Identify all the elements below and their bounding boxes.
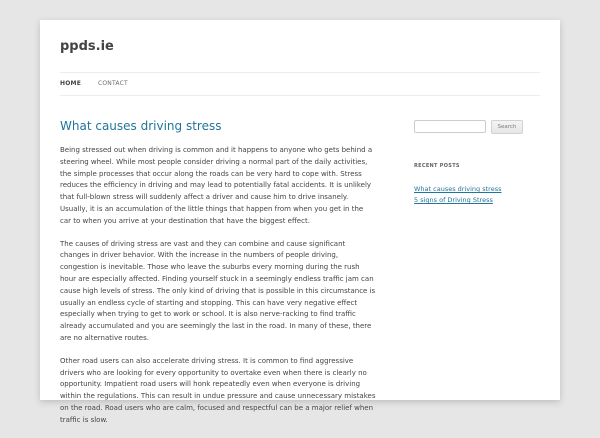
search-input[interactable] (414, 120, 486, 133)
search-button[interactable]: Search (491, 120, 523, 134)
recent-post-link[interactable]: What causes driving stress (414, 185, 502, 193)
post-paragraph-3: Other road users can also accelerate driving stress. It is common to find aggressive drivers who are looking for every opportunity to overtake even when there is clearly no opportunity. Impatient road users will honk repeatedly even when everyone is driving within the regulations. This can result in undue pressure and cause unnecessary mistakes on the road. Road users who are calm, focused and respectful can be a major relief when traffic is slow. (60, 356, 376, 424)
post-paragraph-2: The causes of driving stress are vast and they can combine and cause significant changes in driver behavior. With the increase in the numbers of people driving, congestion is inevitable. Those who leave the suburbs every morning during the rush hour are especially affected. Finding yourself stuck in a seemingly endless traffic jam can cause high levels of stress. The only kind of driving that is possible in this circumstance is usually an endless cycle of starting and stopping. This can have very negative effect especially when trying to get to work or school. It is also nerve-racking to find traffic already accumulated and you are seemingly the last in the road. In many of these, there are no alternative routes. (60, 239, 376, 342)
nav-item-home[interactable]: HOME (60, 80, 81, 87)
post-paragraph-1: Being stressed out when driving is common and it happens to anyone who gets behind a steering wheel. While most people consider driving a normal part of the daily activities, the simple processes that occur along the roads can be very hard to cope with. Stress reduces the efficiency in driving and may lead to potentially fatal accidents. It is unlikely that full-blown stress will suddenly affect a driver and cause him to drive insanely. Usually, it is an accumulation of the little things that happen from when you get in the car to when you arrive at your destination that have the biggest effect. (60, 146, 373, 225)
post-title[interactable]: What causes driving stress (60, 119, 222, 133)
main-navigation (60, 72, 540, 96)
recent-posts-heading: RECENT POSTS (414, 163, 460, 169)
site-title[interactable]: ppds.ie (60, 39, 114, 54)
recent-post-link[interactable]: 5 signs of Driving Stress (414, 196, 493, 204)
post-content (60, 145, 376, 438)
nav-item-contact[interactable]: CONTACT (98, 80, 128, 87)
page-container (40, 20, 560, 424)
recent-posts-list (414, 184, 501, 206)
